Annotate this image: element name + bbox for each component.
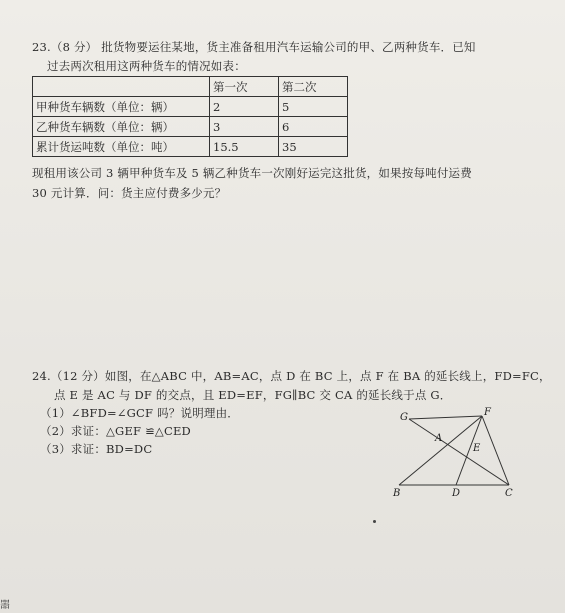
label-a: A xyxy=(435,433,443,444)
segment-gf xyxy=(409,416,482,419)
table-cell: 乙种货车辆数（单位：辆） xyxy=(33,117,210,137)
q24-line2: 点 E 是 AC 与 DF 的交点，且 ED=EF，FG∥BC 交 CA 的延长线于点 G． xyxy=(54,388,452,402)
table-cell: 6 xyxy=(279,117,348,137)
ink-speck xyxy=(373,520,376,523)
label-b: B xyxy=(393,488,401,499)
table-cell: 甲种货车辆数（单位：辆） xyxy=(33,97,210,117)
q24-subquestion-2: （2）求证：△GEF ≌△CED xyxy=(40,424,191,438)
table-header-row xyxy=(33,77,348,97)
q23-line1: 23.（8 分） 批货物要运往某地，货主准备租用汽车运输公司的甲、乙两种货车．已知 xyxy=(32,40,476,54)
table-header-cell: 第二次 xyxy=(279,77,348,97)
q23-line3: 现租用该公司 3 辆甲种货车及 5 辆乙种货车一次刚好运完这批货，如果按每吨付运费 xyxy=(32,166,472,180)
segment-fc xyxy=(482,416,509,485)
table-header-cell xyxy=(33,77,210,97)
table-cell: 35 xyxy=(279,137,348,157)
label-e: E xyxy=(473,443,481,454)
label-d: D xyxy=(452,488,461,499)
segment-gc xyxy=(409,419,509,485)
table-row xyxy=(33,117,348,137)
q23-line4: 30 元计算．问：货主应付费多少元？ xyxy=(32,186,227,200)
segment-bf xyxy=(399,416,482,485)
cargo-table xyxy=(32,76,348,157)
q24-line1: 24.（12 分）如图，在△ABC 中，AB=AC，点 D 在 BC 上，点 F 在 BA 的延长线上，FD=FC， xyxy=(32,369,551,383)
q24-subquestion-3: （3）求证：BD=DC xyxy=(40,442,153,456)
q24-subquestion-1: （1）∠BFD=∠GCF 吗？说明理由． xyxy=(40,406,239,420)
table-cell: 5 xyxy=(279,97,348,117)
table-header-cell: 第一次 xyxy=(210,77,279,97)
q23-line2: 过去两次租用这两种货车的情况如表： xyxy=(47,59,246,73)
table-row xyxy=(33,97,348,117)
geometry-figure xyxy=(385,400,525,500)
label-g: G xyxy=(400,412,408,423)
table-cell: 累计货运吨数（单位：吨） xyxy=(33,137,210,157)
table-row xyxy=(33,137,348,157)
label-c: C xyxy=(505,488,513,499)
table-cell: 15.5 xyxy=(210,137,279,157)
corner-mark: 噐 xyxy=(0,600,10,611)
table-cell: 3 xyxy=(210,117,279,137)
table-cell: 2 xyxy=(210,97,279,117)
label-f: F xyxy=(484,407,491,418)
